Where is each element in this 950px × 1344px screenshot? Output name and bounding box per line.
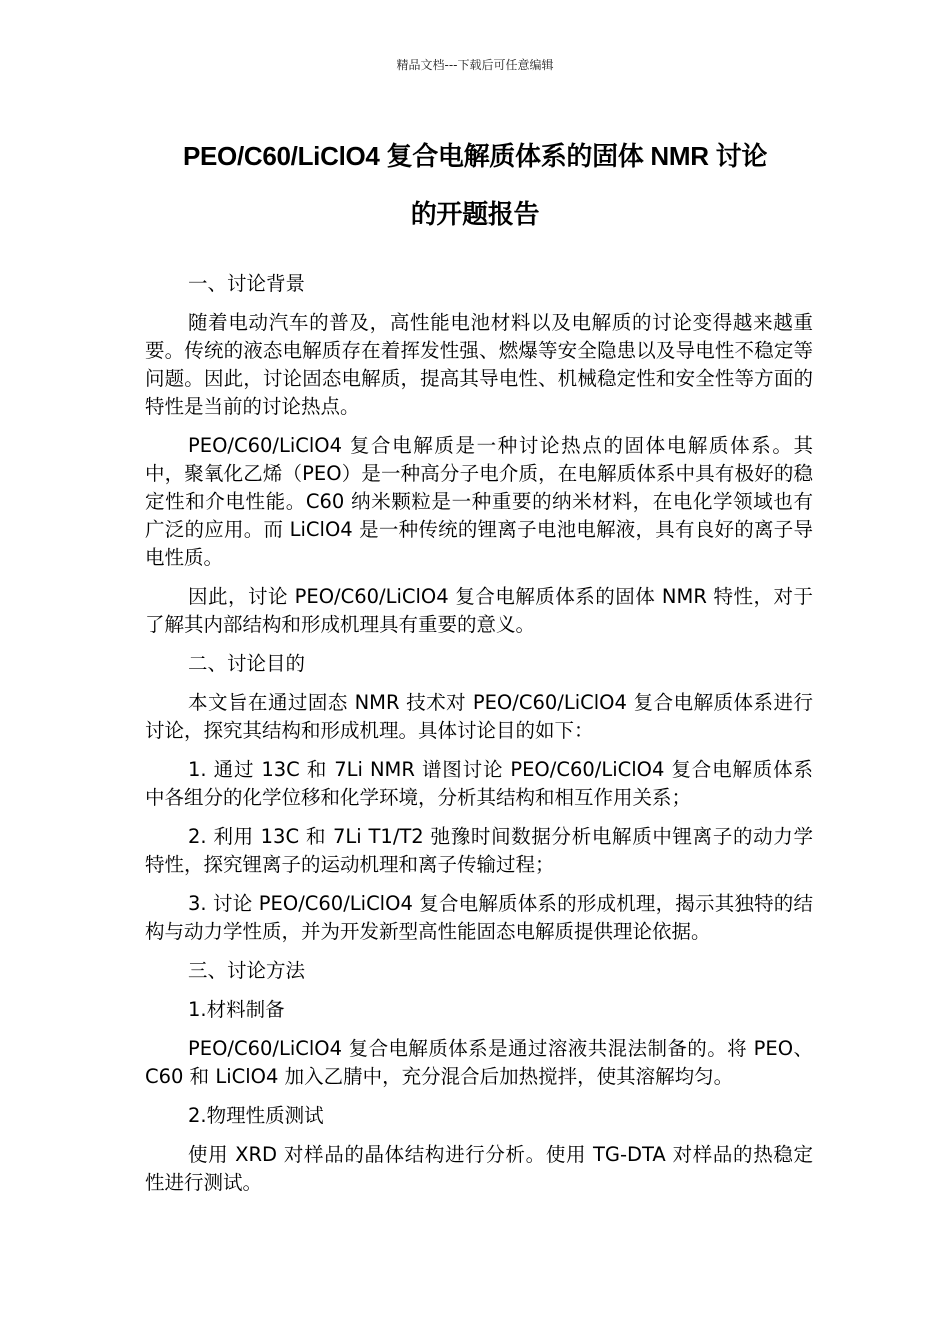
paragraph-physical-testing: 使用 XRD 对样品的晶体结构进行分析。使用 TG-DTA 对样品的热稳定性进行测试。 [145,1143,813,1194]
document-title-line-2: 的开题报告 [410,199,540,229]
paragraph-background-2: PEO/C60/LiClO4 复合电解质是一种讨论热点的固体电解质体系。其中，聚氧化乙烯（PEO）是一种高分子电介质，在电解质体系中具有极好的稳定性和介电性能。C60 纳米颗粒是一种重要的纳米材料，在电化学领域也有广泛的应用。而 LiClO4 是一种传统的锂离子电池电解液，具有良好的离子导电性质。 [145,434,813,569]
subheading-physical-testing: 2.物理性质测试 [188,1104,324,1127]
header-note: 精品文档---下载后可任意编辑 [396,58,554,72]
list-item-purpose-1: 1. 通过 13C 和 7Li NMR 谱图讨论 PEO/C60/LiClO4 复合电解质体系中各组分的化学位移和化学环境，分析其结构和相互作用关系； [145,758,813,809]
list-item-purpose-3: 3. 讨论 PEO/C60/LiClO4 复合电解质体系的形成机理，揭示其独特的结构与动力学性质，并为开发新型高性能固态电解质提供理论依据。 [145,892,813,943]
paragraph-background-1: 随着电动汽车的普及，高性能电池材料以及电解质的讨论变得越来越重要。传统的液态电解质存在着挥发性强、燃爆等安全隐患以及导电性不稳定等问题。因此，讨论固态电解质，提高其导电性、机械稳定性和安全性等方面的特性是当前的讨论热点。 [145,311,813,418]
paragraph-purpose-intro: 本文旨在通过固态 NMR 技术对 PEO/C60/LiClO4 复合电解质体系进行讨论，探究其结构和形成机理。具体讨论目的如下： [145,691,813,742]
section-heading-background: 一、讨论背景 [188,272,306,295]
paragraph-material-preparation: PEO/C60/LiClO4 复合电解质体系是通过溶液共混法制备的。将 PEO、C60 和 LiClO4 加入乙腈中，充分混合后加热搅拌，使其溶解均匀。 [145,1037,813,1088]
subheading-material-preparation: 1.材料制备 [188,998,285,1021]
section-heading-methods: 三、讨论方法 [188,959,306,982]
paragraph-background-3: 因此，讨论 PEO/C60/LiClO4 复合电解质体系的固体 NMR 特性，对于了解其内部结构和形成机理具有重要的意义。 [145,585,813,636]
section-heading-purpose: 二、讨论目的 [188,652,306,675]
document-title-line-1: PEO/C60/LiClO4 复合电解质体系的固体 NMR 讨论 [182,141,768,171]
document-body [145,270,813,1208]
list-item-purpose-2: 2. 利用 13C 和 7Li T1/T2 弛豫时间数据分析电解质中锂离子的动力学特性，探究锂离子的运动机理和离子传输过程； [145,825,813,876]
